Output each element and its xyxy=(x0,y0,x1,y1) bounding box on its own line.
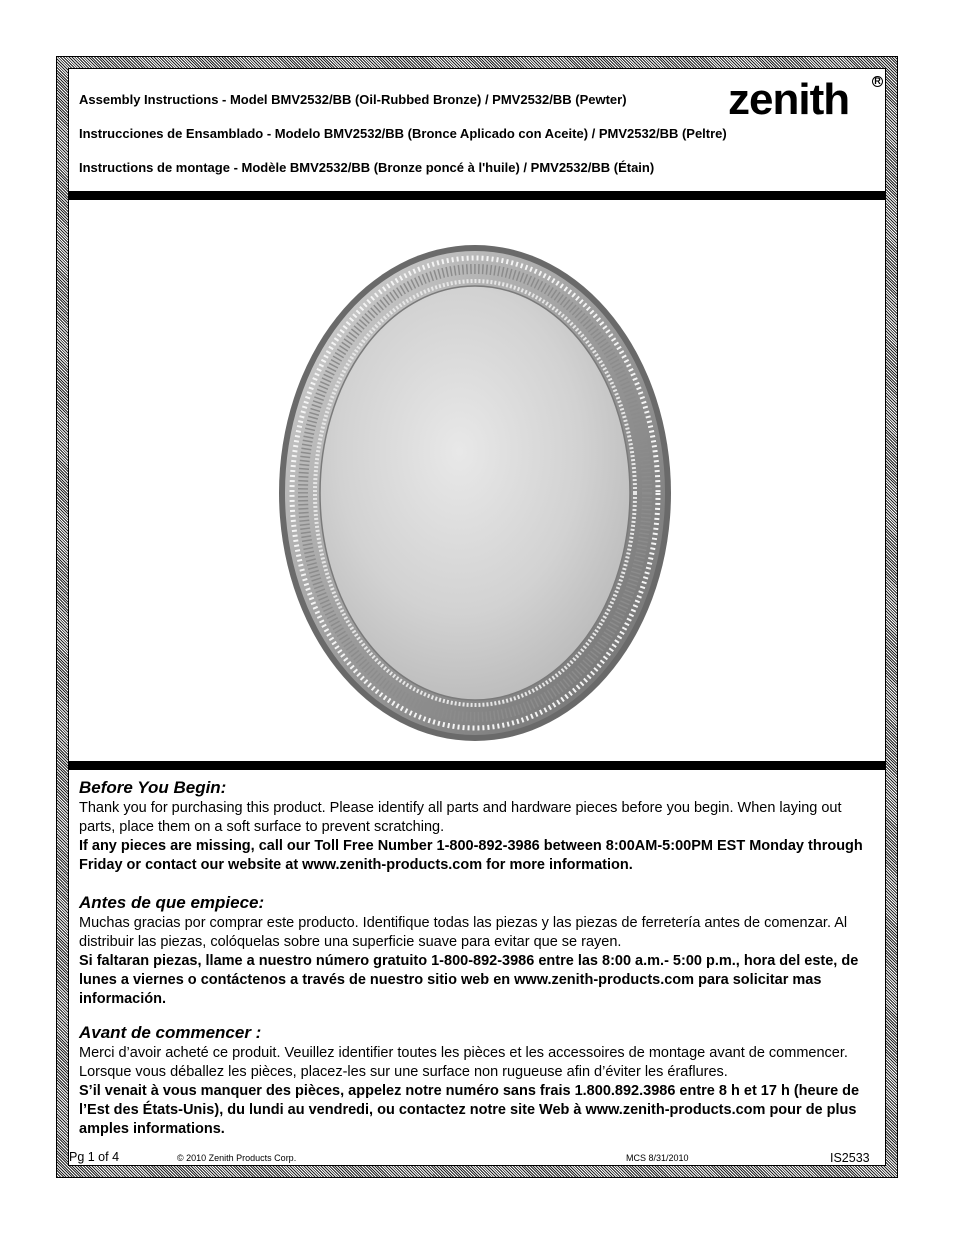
section-contact: Si faltaran piezas, llame a nuestro número gratuito 1-800-892-3986 entre las 8:00 a.m.- 5:00 p.m., hora del este, de lunes a viernes o contáctenos a través de nuestro sitio web en www.zenith-products.com para solicitar mas información. xyxy=(79,953,859,1007)
copyright: © 2010 Zenith Products Corp. xyxy=(177,1153,297,1163)
zenith-logo: zenith xyxy=(728,75,850,124)
section-title: Avant de commencer : xyxy=(79,1023,262,1042)
oval-mirror-image xyxy=(270,238,680,748)
page-number: Pg 1 of 4 xyxy=(69,1150,120,1164)
section-body: Muchas gracias por comprar este producto. Identifique todas las piezas y las piezas de ferretería antes de comenzar. Al distribuir las piezas, colóquelas sobre una superficie suave para evitar que se rayen. xyxy=(79,915,848,950)
registered-mark: R xyxy=(872,76,883,87)
title-french: Instructions de montage - Modèle BMV2532/BB (Bronze poncé à l'huile) / PMV2532/BB (Étain) xyxy=(79,160,655,175)
section-body: Merci d’avoir acheté ce produit. Veuillez identifier toutes les pièces et les accessoires de montage avant de commencer. Lorsque vous déballez les pièces, placez-les sur une surface non rugueuse afin d’éviter les éraflures. xyxy=(79,1045,848,1080)
image-divider xyxy=(68,761,886,770)
revision-date: MCS 8/31/2010 xyxy=(626,1153,689,1163)
document-id: IS2533 xyxy=(830,1151,870,1165)
section-contact: If any pieces are missing, call our Toll Free Number 1-800-892-3986 between 8:00AM-5:00PM EST Monday through Friday or contact our website at www.zenith-products.com for more information. xyxy=(79,838,863,873)
section-title: Before You Begin: xyxy=(79,778,227,797)
header-divider xyxy=(68,191,886,200)
title-spanish: Instrucciones de Ensamblado - Modelo BMV2532/BB (Bronce Aplicado con Aceite) / PMV2532/BB (Peltre) xyxy=(79,126,727,141)
section-title: Antes de que empiece: xyxy=(79,893,265,912)
section-antes-de-que-empiece xyxy=(79,892,874,1009)
mirror-glass xyxy=(320,286,630,700)
section-before-you-begin xyxy=(79,777,874,875)
section-body: Thank you for purchasing this product. Please identify all parts and hardware pieces before you begin. When laying out parts, place them on a soft surface to prevent scratching. xyxy=(79,800,842,835)
section-contact: S’il venait à vous manquer des pièces, appelez notre numéro sans frais 1.800.892.3986 entre 8 h et 17 h (heure de l’Est des États-Unis), du lundi au vendredi, ou contactez notre site Web à www.zenith-products.com pour de plus amples informations. xyxy=(79,1083,860,1137)
title-english: Assembly Instructions - Model BMV2532/BB (Oil-Rubbed Bronze) / PMV2532/BB (Pewter) xyxy=(79,92,627,107)
section-avant-de-commencer xyxy=(79,1022,874,1139)
